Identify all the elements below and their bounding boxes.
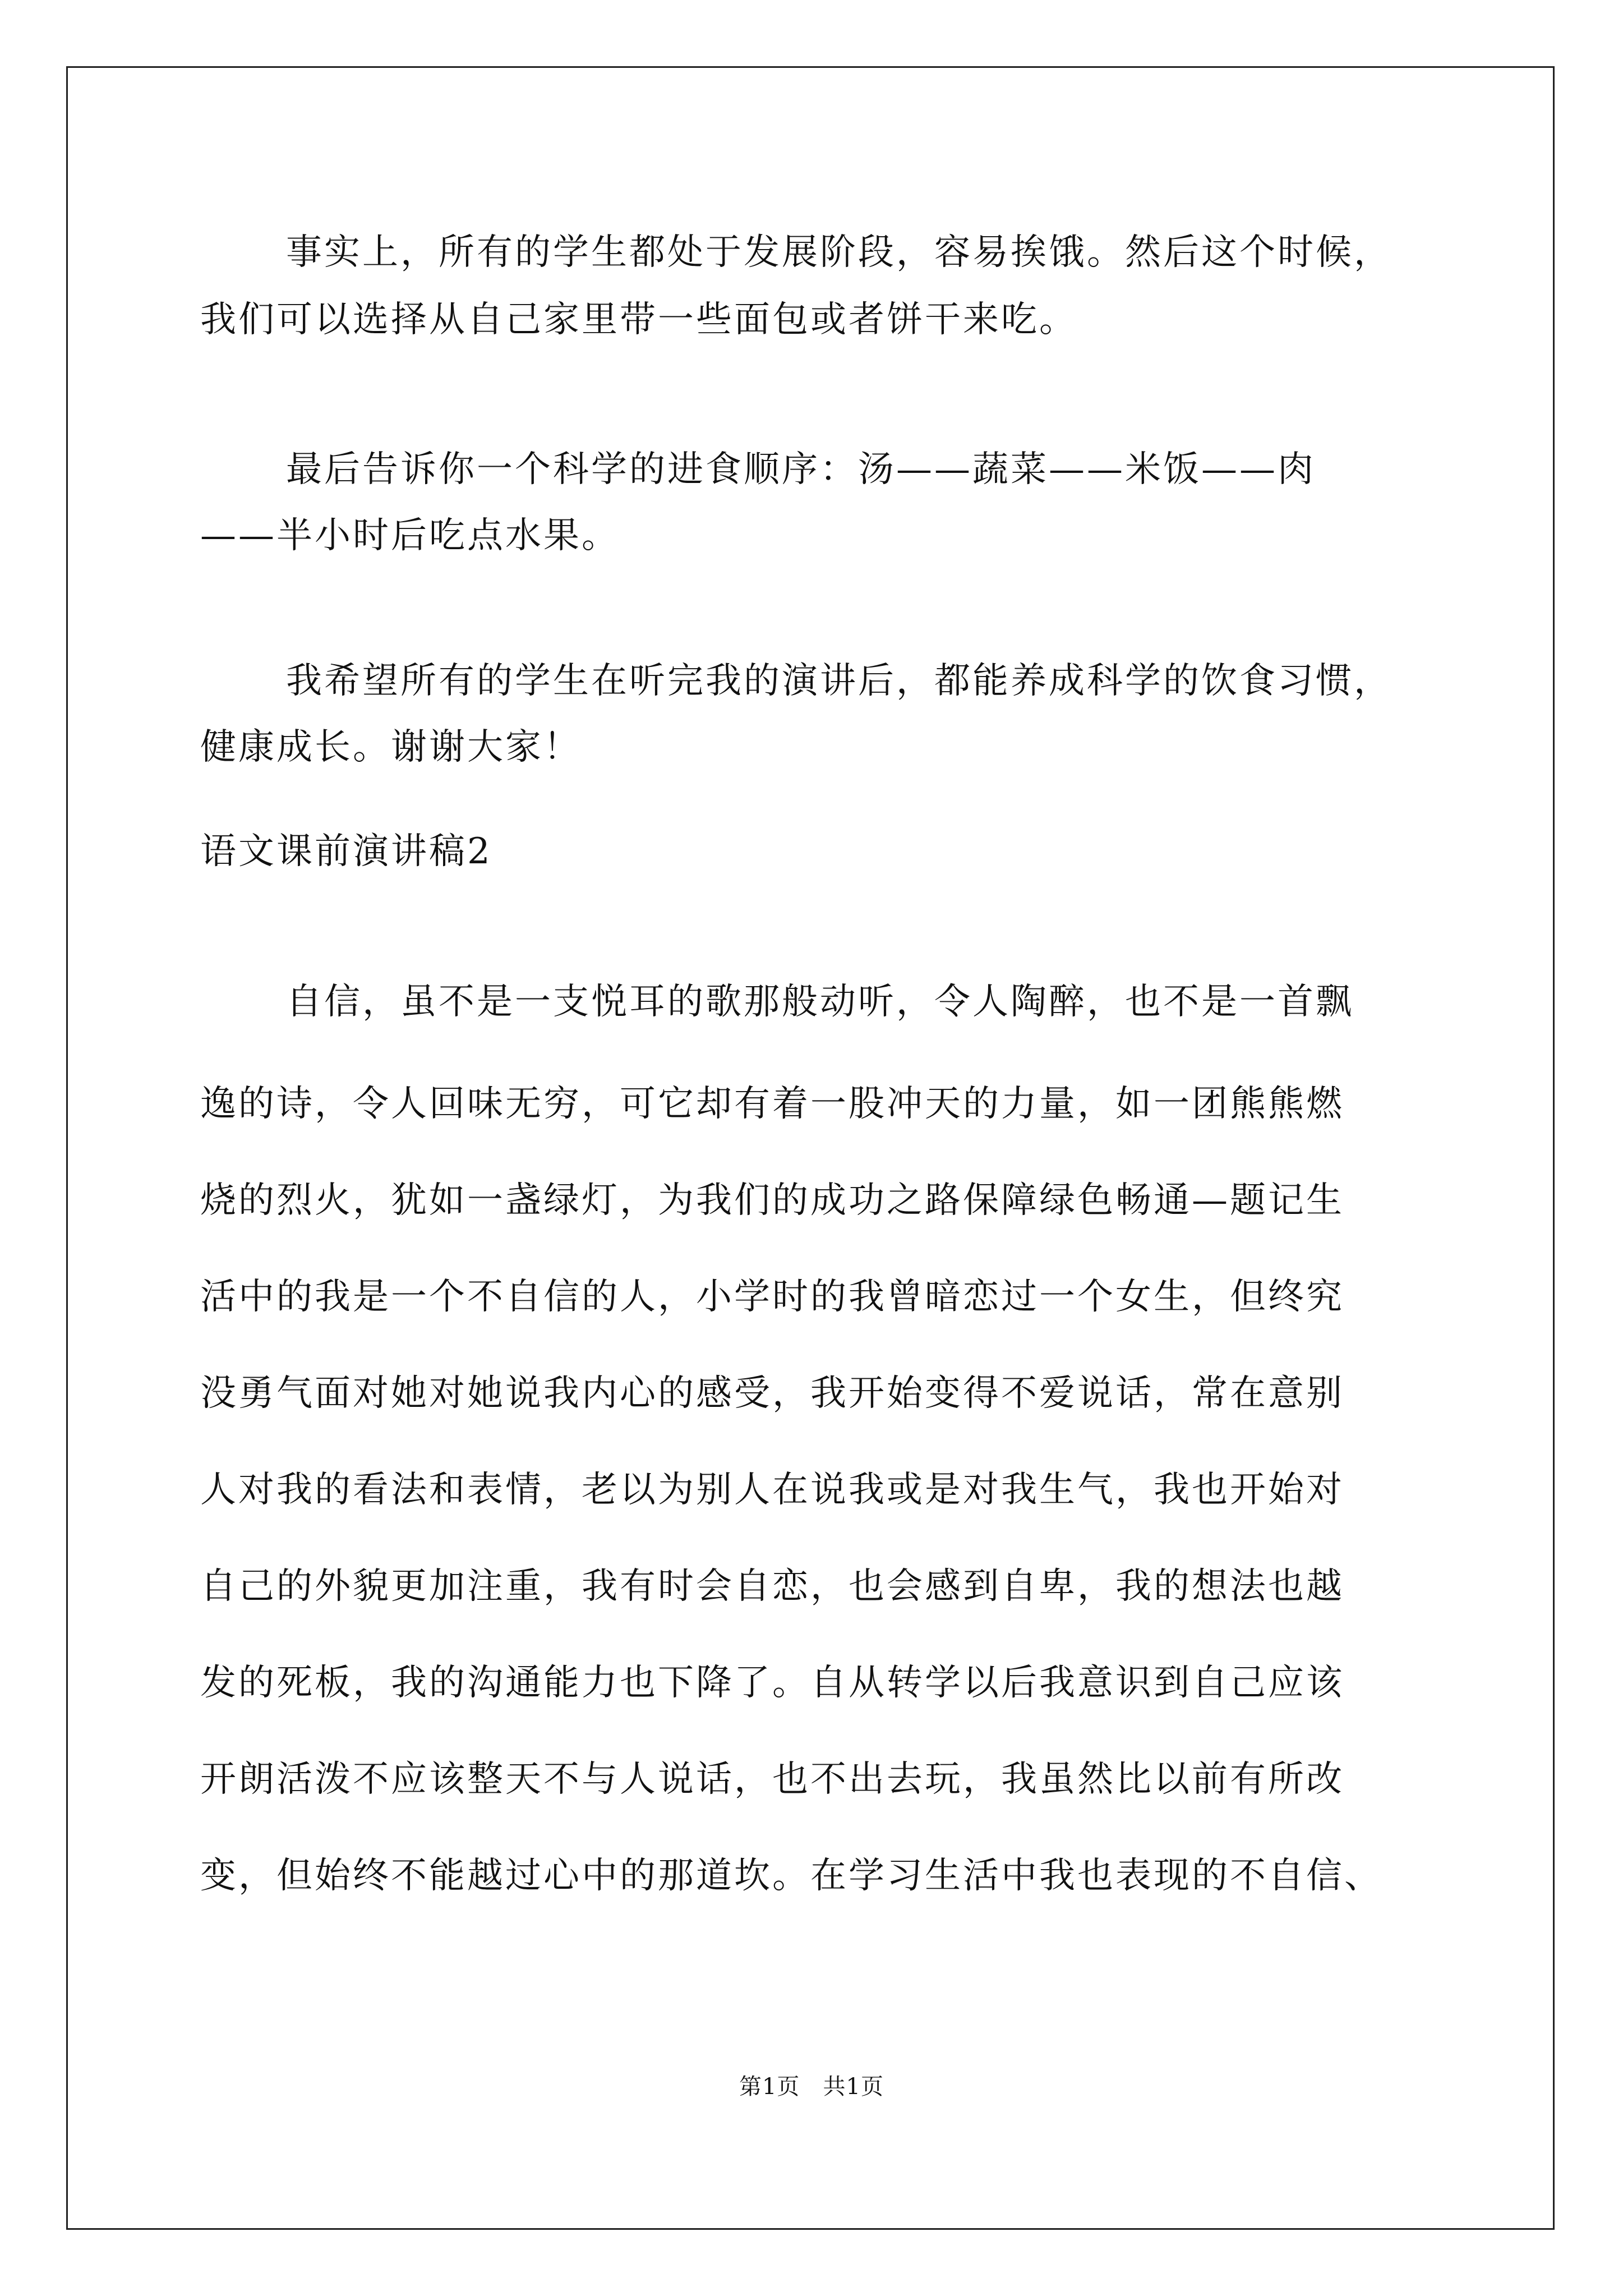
paragraph-line: 自己的外貌更加注重，我有时会自恋，也会感到自卑，我的想法也越 (200, 1566, 1344, 1607)
paragraph-line: 最后告诉你一个科学的进食顺序：汤——蔬菜——米饭——肉 (286, 449, 1316, 490)
paragraph-line: 逸的诗，令人回味无穷，可它却有着一股冲天的力量，如一团熊熊燃 (200, 1083, 1344, 1125)
paragraph-line: 烧的烈火，犹如一盏绿灯，为我们的成功之路保障绿色畅通—题记生 (200, 1180, 1344, 1221)
paragraph-line: 没勇气面对她对她说我内心的感受，我开始变得不爱说话，常在意别 (200, 1373, 1344, 1414)
paragraph-line: 活中的我是一个不自信的人，小学时的我曾暗恋过一个女生，但终究 (200, 1276, 1344, 1318)
paragraph-line: 人对我的看法和表情，老以为别人在说我或是对我生气，我也开始对 (200, 1469, 1344, 1511)
paragraph-line: 开朗活泼不应该整天不与人说话，也不出去玩，我虽然比以前有所改 (200, 1759, 1344, 1800)
paragraph-line: 变，但始终不能越过心中的那道坎。在学习生活中我也表现的不自信、 (200, 1855, 1382, 1897)
page-border (66, 66, 1555, 2230)
paragraph-line: 我希望所有的学生在听完我的演讲后，都能养成科学的饮食习惯， (286, 660, 1392, 702)
section-heading: 语文课前演讲稿2 (200, 831, 492, 872)
page-footer: 第1页 共1页 (739, 2074, 884, 2100)
paragraph-line: 我们可以选择从自己家里带一些面包或者饼干来吃。 (200, 299, 1077, 341)
paragraph-line: ——半小时后吃点水果。 (200, 515, 620, 556)
paragraph-line: 事实上，所有的学生都处于发展阶段，容易挨饿。然后这个时候， (286, 232, 1392, 273)
paragraph-line: 发的死板，我的沟通能力也下降了。自从转学以后我意识到自己应该 (200, 1662, 1344, 1704)
paragraph-line: 健康成长。谢谢大家！ (200, 726, 582, 768)
paragraph-line: 自信，虽不是一支悦耳的歌那般动听，令人陶醉，也不是一首飘 (286, 981, 1354, 1023)
